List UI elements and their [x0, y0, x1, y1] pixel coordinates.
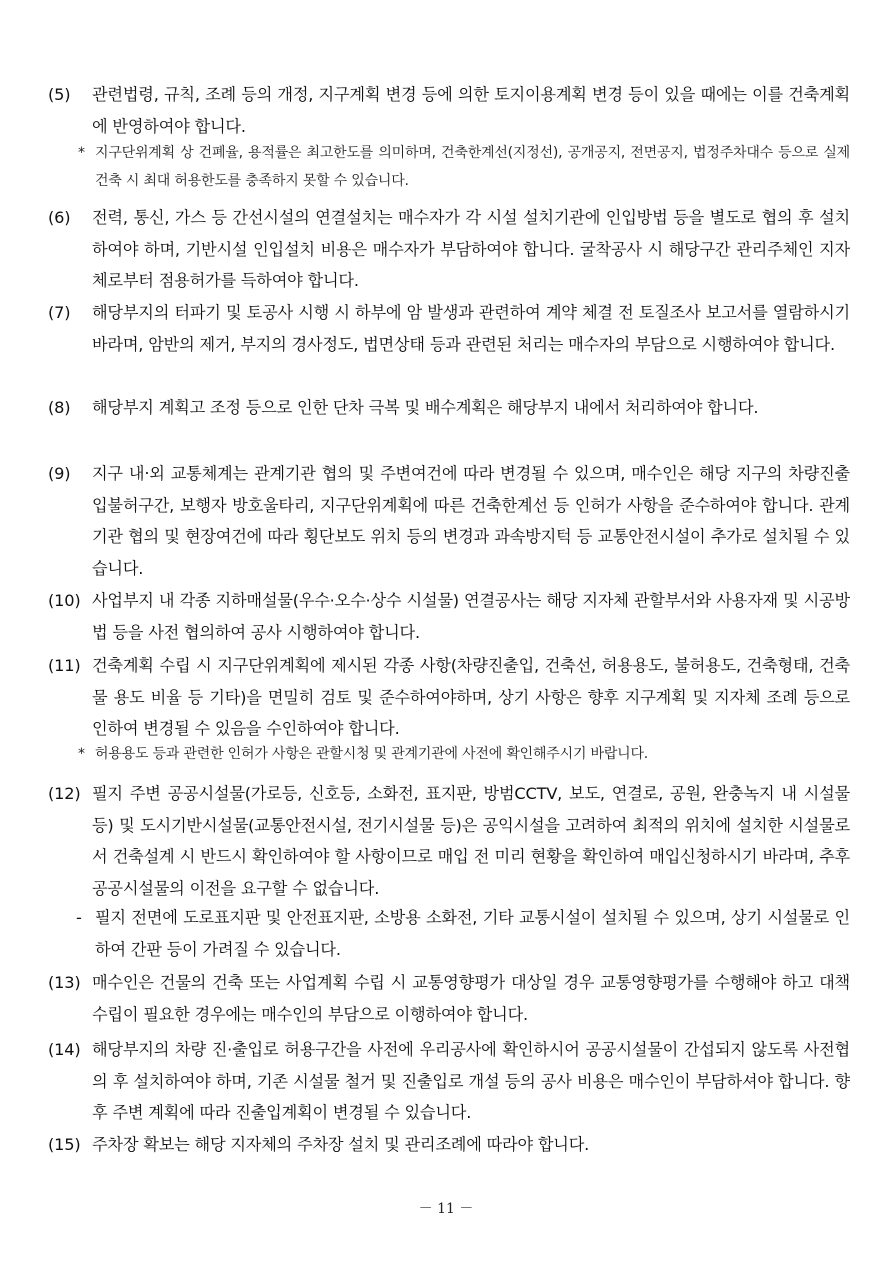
clause-text: 사업부지 내 각종 지하매설물(우수·오수·상수 시설물) 연결공사는 해당 지자체 관할부서와 사용자재 및 시공방법 등을 사전 협의하여 공사 시행하여야 합니다. [92, 591, 850, 642]
clause-number: (12) [48, 784, 81, 803]
clause-text: 매수인은 건물의 건축 또는 사업계획 수립 시 교통영향평가 대상일 경우 교통영향평가를 수행해야 하고 대책수립이 필요한 경우에는 매수인의 부담으로 이행하여야 합니다. [92, 973, 850, 1024]
clause-number: (6) [48, 208, 71, 227]
clause-text: 해당부지의 차량 진·출입로 허용구간을 사전에 우리공사에 확인하시어 공공시설물이 간섭되지 않도록 사전협의 후 설치하여야 하며, 기존 시설물 철거 및 진출입로 개설 등의 공사 비용은 매수인이 부담하셔야 합니다. 향후 주변 계획에 따라 진출입계획이 변경될 수 있습니다. [92, 1040, 850, 1122]
clause-text: 필지 주변 공공시설물(가로등, 신호등, 소화전, 표지판, 방범CCTV, 보도, 연결로, 공원, 완충녹지 내 시설물 등) 및 도시기반시설물(교통안전시설, 전기시설물 등)은 공익시설을 고려하여 최적의 위치에 설치한 시설물로서 건축설계 시 반드시 확인하여야 할 사항이므로 매입 전 미리 현황을 확인하여 매입신청하시기 바라며, 추후 공공시설물의 이전을 요구할 수 없습니다. [92, 784, 850, 898]
clause-text: 지구 내‧외 교통체계는 관계기관 협의 및 주변여건에 따라 변경될 수 있으며, 매수인은 해당 지구의 차량진출입불허구간, 보행자 방호울타리, 지구단위계획에 따른 건축한계선 등 인허가 사항을 준수하여야 합니다. 관계기관 협의 및 현장여건에 따라 횡단보도 위치 등의 변경과 과속방지턱 등 교통안전시설이 추가로 설치될 수 있습니다. [92, 464, 850, 578]
note-text: 허용용도 등과 관련한 인허가 사항은 관할시청 및 관계기관에 사전에 확인해주시기 바랍니다. [95, 746, 649, 762]
clause-number: (9) [48, 464, 71, 483]
clause-8 [48, 392, 850, 424]
clause-15 [48, 1129, 850, 1161]
note-permitted-uses [78, 740, 850, 768]
clause-number: (8) [48, 398, 71, 417]
note-far-limits [78, 139, 850, 195]
asterisk-mark: * [78, 145, 85, 161]
clause-number: (14) [48, 1040, 81, 1059]
dash-note-text: 필지 전면에 도로표지판 및 안전표지판, 소방용 소화전, 기타 교통시설이 설치될 수 있으며, 상기 시설물로 인하여 간판 등이 가려질 수 있습니다. [95, 908, 850, 959]
asterisk-mark: * [78, 746, 85, 762]
dash-mark: - [76, 908, 82, 927]
clause-number: (5) [48, 85, 71, 104]
clause-text: 해당부지 계획고 조정 등으로 인한 단차 극복 및 배수계획은 해당부지 내에서 처리하여야 합니다. [92, 398, 759, 417]
clause-text: 전력, 통신, 가스 등 간선시설의 연결설치는 매수자가 각 시설 설치기관에 인입방법 등을 별도로 협의 후 설치하여야 하며, 기반시설 인입설치 비용은 매수자가 부담하여야 합니다. 굴착공사 시 해당구간 관리주체인 지자체로부터 점용허가를 득하여야 합니다. [92, 208, 850, 290]
clause-11 [48, 650, 850, 745]
clause-14 [48, 1034, 850, 1129]
page-number: － 11 － [418, 1201, 474, 1217]
note-text: 지구단위계획 상 건폐율, 용적률은 최고한도를 의미하며, 건축한계선(지정선), 공개공지, 전면공지, 법정주차대수 등으로 실제 건축 시 최대 허용한도를 충족하지 못할 수 있습니다. [95, 145, 850, 189]
clause-number: (15) [48, 1135, 81, 1154]
clause-text: 관련법령, 규칙, 조례 등의 개정, 지구계획 변경 등에 의한 토지이용계획 변경 등이 있을 때에는 이를 건축계획에 반영하여야 합니다. [92, 85, 850, 136]
clause-12 [48, 778, 850, 904]
clause-text: 건축계획 수립 시 지구단위계획에 제시된 각종 사항(차량진출입, 건축선, 허용용도, 불허용도, 건축형태, 건축물 용도 비율 등 기타)을 면밀히 검토 및 준수하여야하며, 상기 사항은 향후 지구계획 및 지자체 조례 등으로 인하여 변경될 수 있음을 수인하여야 합니다. [92, 656, 850, 738]
clause-9 [48, 458, 850, 584]
clause-6 [48, 202, 850, 297]
clause-number: (11) [48, 656, 81, 675]
dash-note-signage [76, 902, 850, 965]
clause-7 [48, 297, 850, 360]
clause-number: (10) [48, 591, 81, 610]
clause-number: (7) [48, 303, 71, 322]
clause-5 [48, 79, 850, 142]
clause-number: (13) [48, 973, 81, 992]
clause-text: 주차장 확보는 해당 지자체의 주차장 설치 및 관리조례에 따라야 합니다. [92, 1135, 590, 1154]
clause-text: 해당부지의 터파기 및 토공사 시행 시 하부에 암 발생과 관련하여 계약 체결 전 토질조사 보고서를 열람하시기 바라며, 암반의 제거, 부지의 경사정도, 법면상태 등과 관련된 처리는 매수자의 부담으로 시행하여야 합니다. [92, 303, 850, 354]
clause-10 [48, 585, 850, 648]
clause-13 [48, 967, 850, 1030]
